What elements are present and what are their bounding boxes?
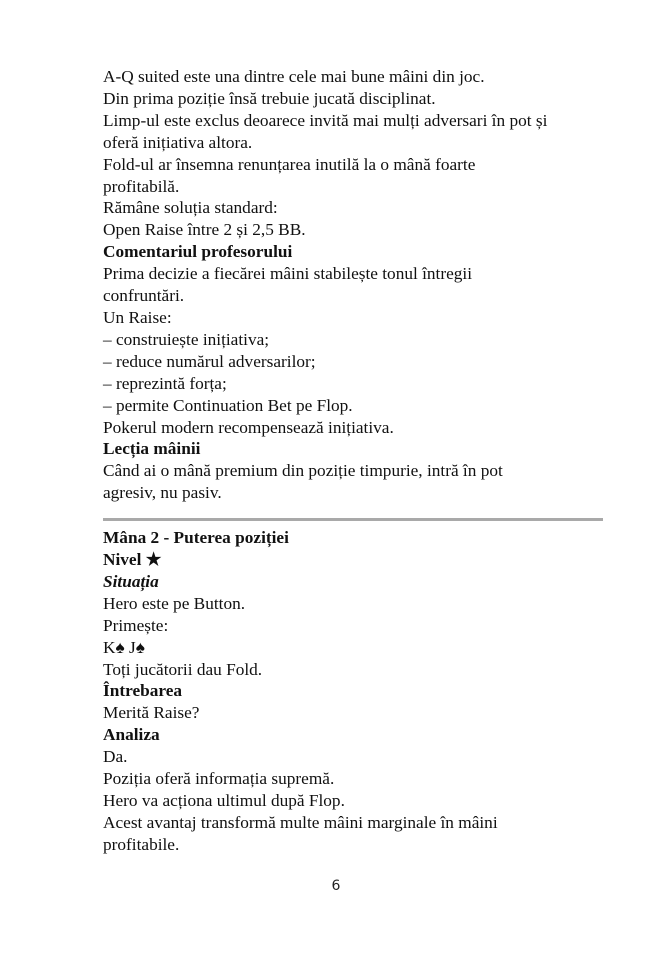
situation-body	[103, 593, 623, 681]
list-item: – reduce numărul adversarilor;	[103, 351, 316, 371]
lesson-heading: Lecția mâinii	[103, 439, 201, 459]
section-divider	[103, 518, 603, 521]
paragraph-line: Primește:	[103, 615, 169, 635]
paragraph-line: Da.	[103, 747, 128, 767]
paragraph-line: Hero este pe Button.	[103, 593, 246, 613]
level-indicator: Nivel ★	[103, 550, 162, 570]
analysis-body	[103, 746, 623, 856]
paragraph-line: A-Q suited este una dintre cele mai bune mâini din joc.	[103, 67, 485, 86]
paragraph-line: Prima decizie a fiecărei mâini stabilește tonul întregii	[103, 264, 473, 284]
paragraph-line: Un Raise:	[103, 307, 172, 327]
paragraph-line: agresiv, nu pasiv.	[103, 483, 222, 503]
question-heading: Întrebarea	[103, 681, 183, 701]
paragraph-line: Pokerul modern recompensează inițiativa.	[103, 417, 394, 437]
situation-heading: Situația	[103, 571, 159, 591]
page-number: 6	[331, 878, 341, 894]
paragraph-line: Acest avantaj transformă multe mâini marginale în mâini	[103, 812, 498, 832]
hand-title: Mâna 2 - Puterea poziției	[103, 528, 289, 548]
paragraph-line: Poziția oferă informația supremă.	[103, 769, 335, 789]
analysis-heading: Analiza	[103, 725, 160, 745]
commentary-heading: Comentariul profesorului	[103, 242, 293, 262]
paragraph-line: oferă inițiativa altora.	[103, 132, 253, 152]
section1-body	[103, 66, 623, 241]
paragraph-line: Rămâne soluția standard:	[103, 198, 278, 218]
paragraph-line: profitabile.	[103, 834, 180, 854]
paragraph-line: Hero va acționa ultimul după Flop.	[103, 791, 345, 810]
paragraph-line: Toți jucătorii dau Fold.	[103, 659, 263, 679]
paragraph-line: Din prima poziție însă trebuie jucată disciplinat.	[103, 88, 436, 108]
paragraph-line: profitabilă.	[103, 176, 180, 196]
commentary-body	[103, 263, 623, 438]
paragraph-line: Când ai o mână premium din poziție timpurie, intră în pot	[103, 461, 503, 481]
paragraph-line: confruntări.	[103, 286, 185, 306]
list-item: – construiește inițiativa;	[103, 329, 270, 349]
paragraph-line: Open Raise între 2 și 2,5 BB.	[103, 220, 306, 240]
page-content	[103, 66, 623, 856]
paragraph-line: Limp-ul este exclus deoarece invită mai mulți adversari în pot și	[103, 110, 548, 130]
hole-cards: K♠ J♠	[103, 637, 145, 657]
paragraph-line: Merită Raise?	[103, 703, 200, 723]
list-item: – permite Continuation Bet pe Flop.	[103, 395, 353, 415]
lesson-body	[103, 460, 623, 504]
list-item: – reprezintă forța;	[103, 373, 227, 393]
paragraph-line: Fold-ul ar însemna renunțarea inutilă la o mână foarte	[103, 154, 476, 174]
